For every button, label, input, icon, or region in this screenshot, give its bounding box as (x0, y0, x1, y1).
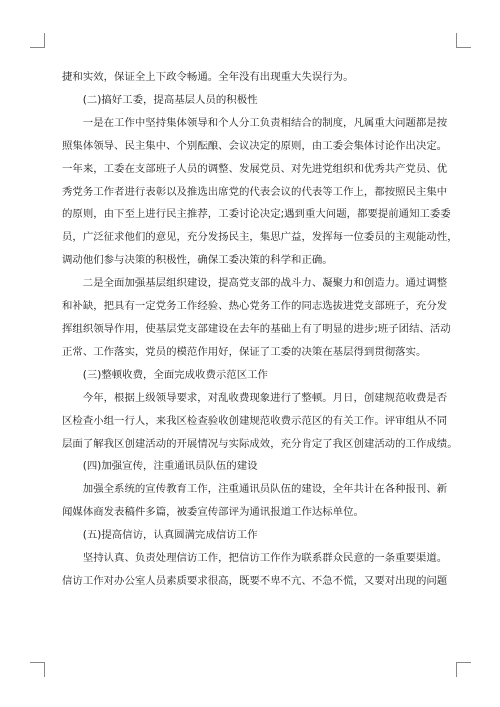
crop-mark-bottom-right (456, 662, 471, 677)
text-line: 照集体领导、民主集中、个别酝酿、会议决定的原则，由工委会集体讨论作出决定。 (62, 139, 448, 152)
text-line: 和补缺，把具有一定党务工作经验、热心党务工作的同志选拔进党支部班子，充分发 (62, 300, 448, 313)
paragraph (62, 364, 440, 387)
paragraph (62, 66, 440, 89)
paragraph (62, 89, 440, 112)
text-line: 的原则，由下至上进行民主推荐，工委讨论决定;遇到重大问题，都要提前通知工委委 (62, 208, 451, 221)
paragraph (62, 478, 448, 524)
text-line: (四)加强宣传，注重通讯员队伍的建设 (82, 460, 258, 473)
text-line: 坚持认真、负责处理信访工作，把信访工作作为联系群众民意的一条重要渠道。 (82, 552, 448, 565)
text-line: 秀党务工作者进行表彰以及推选出席党的代表会议的代表等工作上，都按照民主集中 (62, 185, 448, 198)
text-line: 信访工作对办公室人员素质要求很高，既要不卑不亢、不急不慌，又要对出现的问题 (62, 574, 448, 587)
text-line: (二)搞好工委，提高基层人员的积极性 (82, 93, 258, 106)
paragraph (62, 547, 448, 593)
crop-mark-bottom-left (30, 662, 45, 677)
text-line: 正常、工作落实，党员的模范作用好，保证了工委的决策在基层得到贯彻落实。 (62, 345, 427, 358)
crop-mark-top-right (456, 33, 471, 48)
paragraph (62, 455, 440, 478)
text-line: 调动他们参与决策的积极性，确保工委决策的科学和正确。 (62, 254, 333, 267)
text-line: 捷和实效，保证全上下政令畅通。全年没有出现重大失误行为。 (62, 71, 354, 83)
paragraph (62, 272, 451, 364)
text-line: 层面了解我区创建活动的开展情况与实际成效，充分肯定了我区创建活动的工作成绩。 (62, 437, 458, 450)
text-line: 员，广泛征求他们的意见，充分发扬民主，集思广益，发挥每一位委员的主观能动性， (62, 231, 458, 244)
paragraph (62, 387, 458, 456)
text-line: 挥组织领导作用，使基层党支部建设在去年的基础上有了明显的进步;班子团结、活动 (62, 322, 451, 335)
crop-mark-top-left (30, 33, 45, 48)
text-line: 一年来，工委在支部班子人员的调整、发展党员、对先进党组织和优秀共产党员、优 (62, 162, 448, 175)
text-line: (三)整顿收费，全面完成收费示范区工作 (82, 368, 268, 381)
text-line: 区检查小组一行人，来我区检查验收创建规范收费示范区的有关工作。评审组从不同 (62, 414, 448, 427)
text-line: 一是在工作中坚持集体领导和个人分工负责相结合的制度，凡属重大问题都是按 (82, 116, 448, 129)
text-line: (五)提高信访，认真圆满完成信访工作 (82, 529, 258, 542)
document-body (62, 66, 458, 593)
paragraph (62, 112, 458, 272)
text-line: 闻媒体商发表稿件多篇，被委宣传部评为通讯报道工作达标单位。 (62, 506, 364, 519)
paragraph (62, 524, 440, 547)
text-line: 加强全系统的宣传教育工作，注重通讯员队伍的建设，全年共计在各种报刊、新 (82, 483, 448, 496)
text-line: 二是全面加强基层组织建设，提高党支部的战斗力、凝聚力和创造力。通过调整 (82, 277, 448, 290)
text-line: 今年，根据上级领导要求，对乱收费现象进行了整顿。月日，创建规范收费是否 (82, 391, 448, 404)
